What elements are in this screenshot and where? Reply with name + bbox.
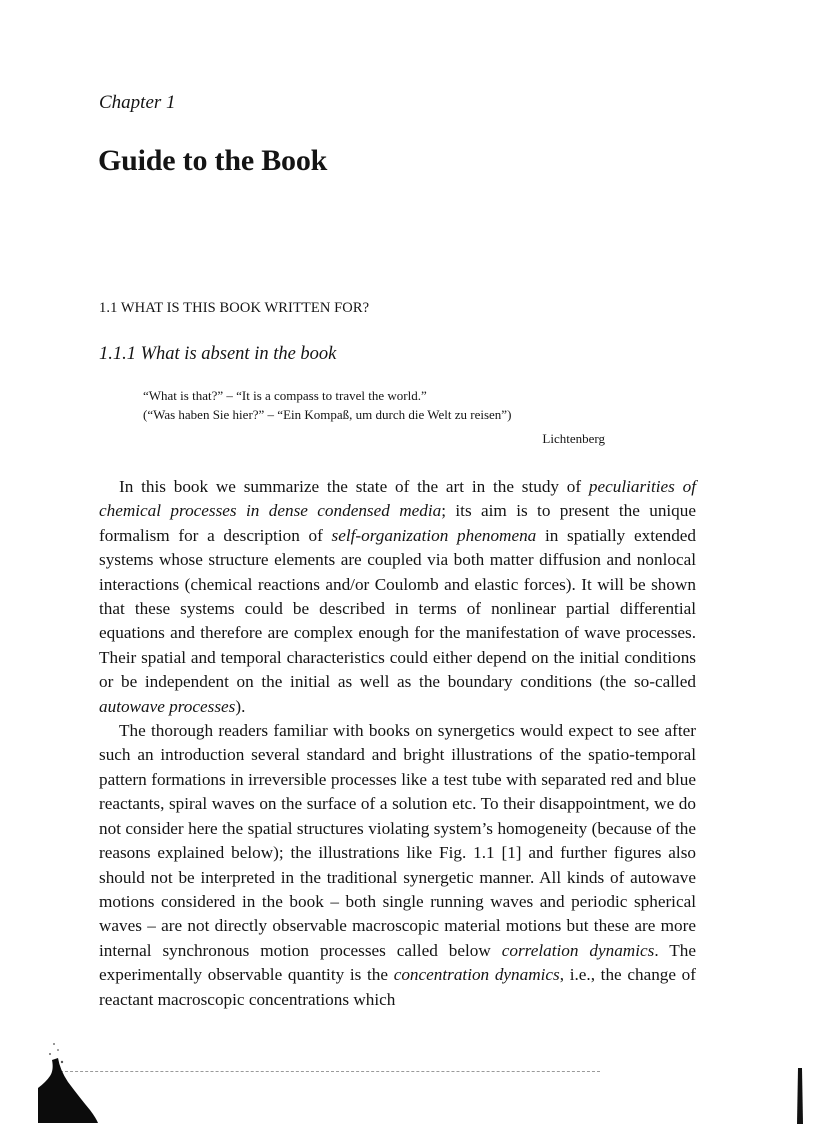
scan-edge-line [60,1071,600,1072]
paragraph [99,475,696,719]
text-run: . The experimentally observable quantity is the [99,940,696,985]
text-run: ). [235,696,246,716]
epigraph-line: “What is that?” – “It is a compass to travel the world.” [143,388,427,403]
emphasis: peculiarities of chemical processes in dense condensed media [99,477,696,521]
text-run: in spatially extended systems whose structure elements are coupled via both matter diffusion and nonlocal interactions (chemical reactions and/or Coulomb and elastic forces). It will be shown that these systems could be described in terms of nonlinear partial differential equations and therefore are complex enough for the manifestation of wave processes. Their spatial and temporal characteristics could either depend on the initial conditions or be independent on the initial as well as the boundary conditions (the so-called [99,525,697,692]
emphasis: correlation dynamics [501,940,655,960]
body-text [99,475,696,1012]
text-run: ; its aim is to present the unique formalism for a description of [99,501,696,545]
emphasis: self-organization phenomena [331,525,537,545]
scan-shadow-blot [38,1030,98,1123]
epigraph-author: Lichtenberg [542,431,605,446]
chapter-title: Guide to the Book [98,144,328,177]
text-run: , i.e., the change of reactant macroscopic concentrations which [99,965,697,1009]
epigraph [143,386,605,450]
paragraph [99,719,696,1012]
emphasis: autowave processes [99,696,236,716]
chapter-label: Chapter 1 [99,92,176,113]
emphasis: concentration dynamics [393,965,560,985]
scan-edge-mark [795,1068,805,1124]
text-run: In this book we summarize the state of the art in the study of [119,477,589,496]
section-heading: 1.1 WHAT IS THIS BOOK WRITTEN FOR? [99,300,370,316]
text-run: The thorough readers familiar with books on synergetics would expect to see after such an introduction several standard and bright illustrations of the spatio-temporal pattern formations in irreversible processes like a test tube with separated red and blue reactants, spiral waves on the surface of a solution etc. To their disappointment, we do not consider here the spatial structures violating system’s homogeneity (because of the reasons explained below); the illustrations like Fig. 1.1 [1] and further figures also should not be interpreted in the traditional synergetic manner. All kinds of autowave motions considered in the book – both single running waves and periodic spherical waves – are not directly observable macroscopic material motions but these are more internal synchronous motion processes called below [99,721,696,960]
subsection-heading: 1.1.1 What is absent in the book [99,344,337,364]
epigraph-line: (“Was haben Sie hier?” – “Ein Kompaß, um durch die Welt zu reisen”) [143,407,512,422]
